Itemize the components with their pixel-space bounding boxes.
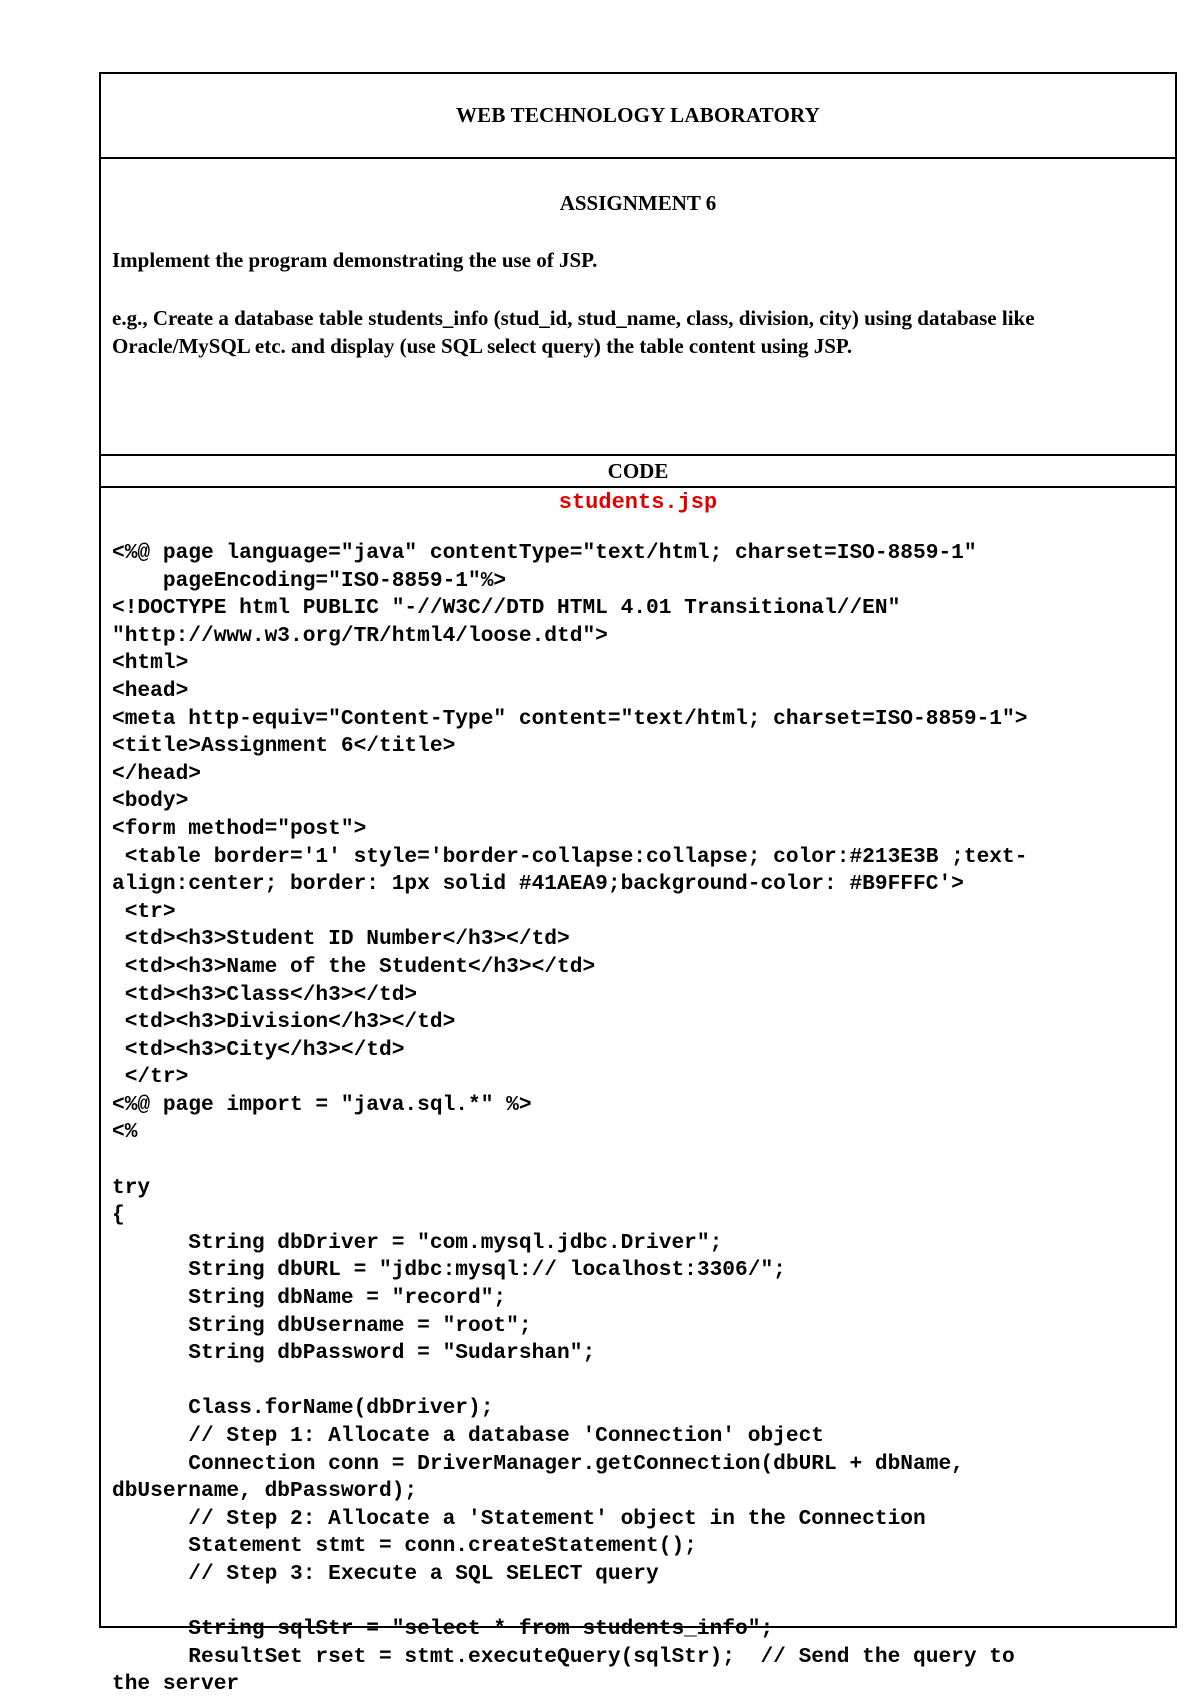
code-line: Class.forName(dbDriver);	[112, 1396, 494, 1421]
code-line: // Step 3: Execute a SQL SELECT query	[112, 1561, 659, 1586]
code-line: <head>	[112, 678, 189, 703]
code-line: <form method="post">	[112, 816, 367, 841]
code-line: // Step 1: Allocate a database 'Connection' object	[112, 1424, 825, 1448]
assignment-section	[101, 159, 1175, 456]
code-line: <body>	[112, 789, 189, 814]
code-block	[112, 540, 1172, 1699]
code-line: <%@ page import = "java.sql.*" %>	[112, 1092, 532, 1117]
code-line: {	[112, 1203, 125, 1228]
code-line: the server	[112, 1672, 240, 1697]
code-line	[112, 1147, 1172, 1175]
code-heading: CODE	[101, 456, 1175, 488]
code-line: try	[112, 1175, 151, 1200]
code-line: </tr>	[112, 1065, 189, 1090]
code-line: <!DOCTYPE html PUBLIC "-//W3C//DTD HTML 4.01 Transitional//EN"	[112, 596, 901, 621]
code-line: Connection conn = DriverManager.getConnection(dbURL + dbName,	[112, 1451, 964, 1476]
assignment-task: Implement the program demonstrating the use of JSP.	[112, 248, 598, 272]
code-line: dbUsername, dbPassword);	[112, 1479, 418, 1504]
document-frame	[99, 72, 1177, 1697]
code-line: "http://www.w3.org/TR/html4/loose.dtd">	[112, 623, 608, 648]
code-line: <%@ page language="java" contentType="text/html; charset=ISO-8859-1"	[112, 541, 977, 565]
lab-title: WEB TECHNOLOGY LABORATORY	[101, 74, 1175, 159]
code-line: <td><h3>Name of the Student</h3></td>	[112, 954, 596, 979]
code-line: String dbURL = "jdbc:mysql:// localhost:3306/";	[112, 1258, 786, 1283]
code-line: </head>	[112, 761, 202, 786]
code-filename: students.jsp	[558, 490, 718, 515]
code-line: <tr>	[112, 899, 176, 924]
code-line: String sqlStr = "select * from students_info";	[112, 1617, 774, 1642]
code-line: <td><h3>Student ID Number</h3></td>	[112, 927, 570, 952]
code-line: ResultSet rset = stmt.executeQuery(sqlStr); // Send the query to	[112, 1644, 1015, 1669]
code-line: <%	[112, 1120, 138, 1145]
code-line: <meta http-equiv="Content-Type" content="text/html; charset=ISO-8859-1">	[112, 706, 1028, 731]
code-line: String dbName = "record";	[112, 1286, 507, 1311]
assignment-title: ASSIGNMENT 6	[559, 191, 717, 215]
code-line: <td><h3>Division</h3></td>	[112, 1010, 456, 1035]
code-line: <td><h3>City</h3></td>	[112, 1037, 405, 1062]
code-line: <title>Assignment 6</title>	[112, 734, 456, 759]
code-line	[112, 1368, 1172, 1396]
code-line: Statement stmt = conn.createStatement();	[112, 1534, 697, 1559]
code-line: <table border='1' style='border-collapse:collapse; color:#213E3B ;text-	[112, 844, 1028, 869]
code-line: String dbPassword = "Sudarshan";	[112, 1341, 596, 1366]
assignment-example: e.g., Create a database table students_info (stud_id, stud_name, class, division, city) using database like Oracle/MySQL etc. and display (use SQL select query) the table content using JSP.	[112, 306, 1035, 358]
code-line: <html>	[112, 651, 189, 676]
code-line: // Step 2: Allocate a 'Statement' object in the Connection	[112, 1506, 926, 1531]
code-line: String dbDriver = "com.mysql.jdbc.Driver";	[112, 1230, 723, 1255]
code-line	[112, 1589, 1172, 1617]
code-line: String dbUsername = "root";	[112, 1313, 532, 1338]
code-line: pageEncoding="ISO-8859-1"%>	[112, 568, 507, 593]
code-line: align:center; border: 1px solid #41AEA9;background-color: #B9FFFC'>	[112, 872, 964, 897]
code-line: <td><h3>Class</h3></td>	[112, 982, 418, 1007]
